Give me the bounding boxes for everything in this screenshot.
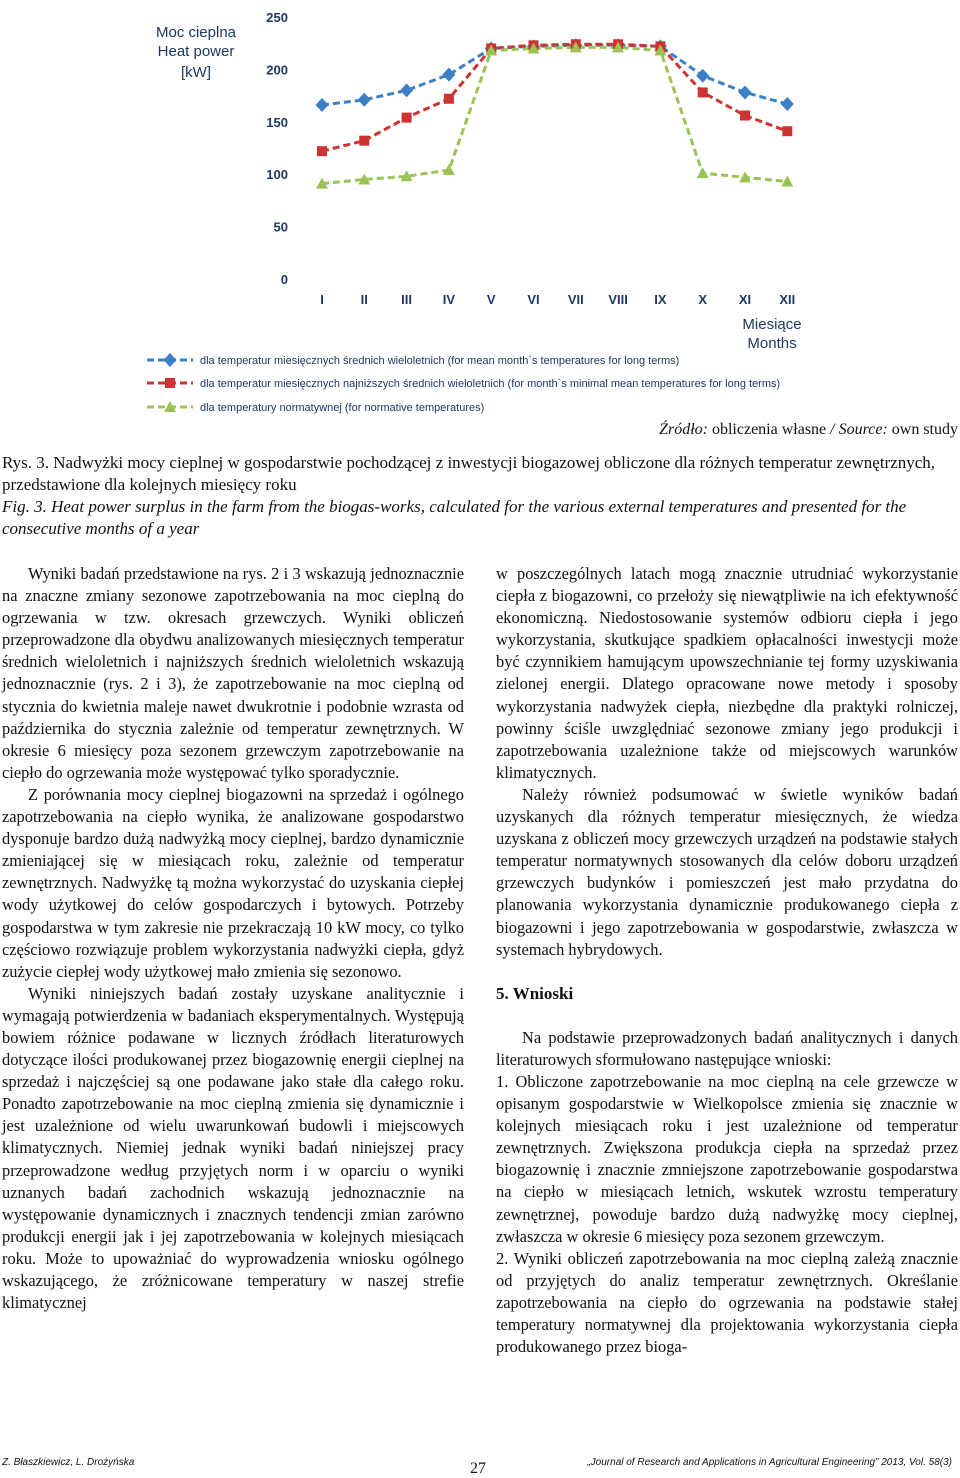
data-point-series-2 [782,126,792,136]
legend-marker-2 [165,378,175,388]
data-point-series-2 [359,136,369,146]
x-tick-label: IX [654,292,667,307]
right-paragraph-3: Na podstawie przeprowadzonych badań analitycznych i danych literaturowych sformułowano następujące wnioski: [496,1027,958,1069]
legend-label-2: dla temperatur miesięcznych najniższych średnich wieloletnich (for month`s minimal mean temperatures for long terms) [200,378,781,390]
y-tick-label: 0 [280,272,288,287]
source-text-en: own study [891,421,958,438]
x-tick-label: VII [567,292,584,307]
data-point-series-1 [358,93,371,107]
source-label-en: Source: [838,421,888,438]
series-line-2 [322,44,787,151]
x-tick-label: XII [779,292,796,307]
source-label-pl: Źródło: [659,421,708,438]
y-axis-title-pl: Moc cieplna [155,24,237,41]
data-point-series-1 [400,83,413,97]
data-point-series-2 [402,113,412,123]
data-point-series-2 [444,94,454,104]
footer-journal: „Journal of Research and Applications in Agricultural Engineering” 2013, Vol. 58(3) [587,1457,952,1468]
right-paragraph-1: w poszczególnych latach mogą znacznie utrudniać wykorzystanie ciepła z biogazowni, co przełoży się niewątpliwie na ich efektywność ekonomiczną. Niedostosowanie systemów odbioru ciepła i jego wykorzystania, skutkujące spadkiem opłacalności inwestycji może być czynnikiem hamującym upowszechnianie tej formy uzyskiwania zielonej energii. Dlatego opracowane nowe metody i sposoby wykorzystania nadwyżek ciepła, niezbędne dla praktyki rolniczej, powinny ściśle uwzględniać sezonowe zmiany jego produkcji i zapotrzebowania uzależnione także od miejscowych warunków klimatycznych. [496,564,958,782]
y-tick-label: 250 [266,10,288,25]
legend-marker-1 [164,353,177,367]
data-point-series-2 [740,111,750,121]
data-point-series-2 [698,87,708,97]
y-tick-label: 50 [273,219,288,235]
figure-caption-en: Fig. 3. Heat power surplus in the farm from the biogas-works, calculated for the various external temperatures and presented for the consecutive months of a year [2,497,907,538]
data-point-series-1 [781,97,794,111]
section-heading-conclusions: 5. Wnioski [496,983,574,1003]
series-line-1 [322,45,787,105]
right-paragraph-2: Należy również podsumować w świetle wyników badań uzyskanych dla różnych temperatur miesięcznych, że wiedza uzyskana z obliczeń mocy grzewczych urządzeń na podstawie stałych temperatur normatywnych stosowanych dla celów doboru urządzeń grzewczych budynków i pomieszczeń jest mało przydatna do planowania wykorzystania dynamicznie produkowanego ciepła z biogazowni i jego zapotrzebowania w gospodarstwie, zwłaszcza w systemach hybrydowych. [496,784,958,959]
legend-label-3: dla temperatury normatywnej (for normative temperatures) [200,402,485,414]
right-column [496,563,958,1358]
x-tick-label: VIII [608,292,628,307]
left-column [2,563,464,1314]
x-tick-label: V [486,292,496,307]
heat-power-chart [0,0,960,420]
source-separator: / [830,421,835,438]
source-text-pl: obliczenia własne [711,421,827,438]
y-tick-label: 150 [266,114,288,130]
left-paragraph-1: Wyniki badań przedstawione na rys. 2 i 3 wskazują jednoznacznie na znaczne zmiany sezonowe zapotrzebowania na moc cieplną do ogrzewania w tzw. okresach grzewczych. Wyniki obliczeń przeprowadzone dla obydwu analizowanych miesięcznych temperatur średnich wieloletnich i najniższych średnich wieloletnich wskazują jednoznacznie (rys. 2 i 3), że zapotrzebowanie na moc cieplną od stycznia do kwietnia maleje nawet dwukrotnie i podobnie wzrasta od października do stycznia zależnie od temperatur zewnętrznych. W okresie 6 miesięcy poza sezonem grzewczym zapotrzebowanie na ciepło do ogrzewania może występować tylko sporadycznie. [2,564,464,782]
x-axis-title-pl: Miesiące [742,316,802,333]
figure-caption-pl: Rys. 3. Nadwyżki mocy cieplnej w gospodarstwie pochodzącej z inwestycji biogazowej obliczone dla różnych temperatur zewnętrznych, przedstawione dla kolejnych miesięcy roku [2,453,936,494]
data-point-series-2 [317,146,327,156]
legend-label-1: dla temperatur miesięcznych średnich wieloletnich (for mean month`s temperatures for long terms) [200,355,680,367]
left-paragraph-2: Z porównania mocy cieplnej biogazowni na sprzedaż i ogólnego zapotrzebowania na ciepło wynika, że analizowane gospodarstwo dysponuje bardzo dużą nadwyżką mocy cieplnej, bardzo dynamicznie zmieniającej się w miesiącach roku, zależnie od temperatur zewnętrznych. Nadwyżkę tą można wykorzystać do uzyskania ciepłej wody użytkowej do celów gospodarczych i bytowych. Potrzeby gospodarstwa w tym zakresie nie przekraczają 10 kW mocy, co tylko częściowo rozwiązuje problem wykorzystania nadwyżki ciepła, gdyż zużycie ciepłej wody użytkowej mało zmienia się sezonowo. [2,784,464,981]
y-axis-title-en: Heat power [157,43,235,60]
data-point-series-1 [442,68,455,82]
data-point-series-1 [739,85,752,99]
x-tick-label: I [320,292,324,307]
x-axis-title-en: Months [747,335,797,352]
conclusion-1: 1. Obliczone zapotrzebowanie na moc cieplną na cele grzewcze w opisanym gospodarstwie w Wielkopolsce zmienia się znacznie w kolejnych miesiącach roku i jest uzależnione od temperatur zewnętrznych. Zwiększona produkcja ciepła na sprzedaż przez biogazownię i znacznie zmniejszone zapotrzebowanie gospodarstwa na ciepło w miesiącach letnich, wskutek wzrostu temperatury zewnętrznej, powoduje bardzo dużą nadwyżkę mocy cieplnej, zwłaszcza w okresie 6 miesięcy poza sezonem grzewczym. [496,1071,958,1246]
x-tick-label: X [698,292,708,307]
left-paragraph-3: Wyniki niniejszych badań zostały uzyskane analitycznie i wymagają potwierdzenia w badaniach eksperymentalnych. Występują bowiem różnice podawane w licznych źródłach literaturowych dotyczące ilości produkowanej przez biogazownię energii cieplnej na sprzedaż i najczęściej są one podawane jako stałe dla całego roku. Ponadto zapotrzebowanie na moc cieplną zmienia się dynamicznie i jest uzależnione od wielu uwarunkowań budowli i miejscowych klimatycznych. Niemiej jednak wyniki badań niniejszej pracy przeprowadzone według przyjętych norm i w oparciu o wyniki uznanych badań zachodnich wskazują jednoznacznie na występowanie dynamicznych i znacznych tendencji zmian zarówno produkcji energii jak i jej zapotrzebowania w kolejnych miesiącach roku. Może to upoważniać do wyprowadzenia wniosku ogólnego wskazującego, że zróżnicowane temperatury w naszej strefie klimatycznej [2,983,464,1313]
x-tick-label: IV [442,292,456,307]
data-point-series-3 [697,167,709,178]
data-point-series-1 [316,98,329,112]
x-tick-label: III [401,292,413,307]
series-line-3 [322,47,787,183]
x-tick-label: VI [527,292,540,307]
y-axis-unit: [kW] [181,64,211,81]
y-tick-label: 100 [266,167,288,183]
x-tick-label: XI [738,292,752,307]
page-number: 27 [470,1460,486,1477]
conclusion-2: 2. Wyniki obliczeń zapotrzebowania na moc cieplną zależą znacznie od przyjętych do analiz temperatur zewnętrznych. Określanie zapotrzebowania na ciepło do ogrzewania na podstawie stałej temperatury normatywnej dla projektowania wykorzystania ciepła produkowanego przez bioga- [496,1248,958,1357]
data-point-series-3 [781,176,793,187]
data-point-series-1 [696,69,709,83]
x-tick-label: II [360,292,368,307]
footer-authors: Z. Błaszkiewicz, L. Drożyńska [2,1457,135,1468]
figure-source [659,421,958,439]
y-tick-label: 200 [266,62,288,78]
